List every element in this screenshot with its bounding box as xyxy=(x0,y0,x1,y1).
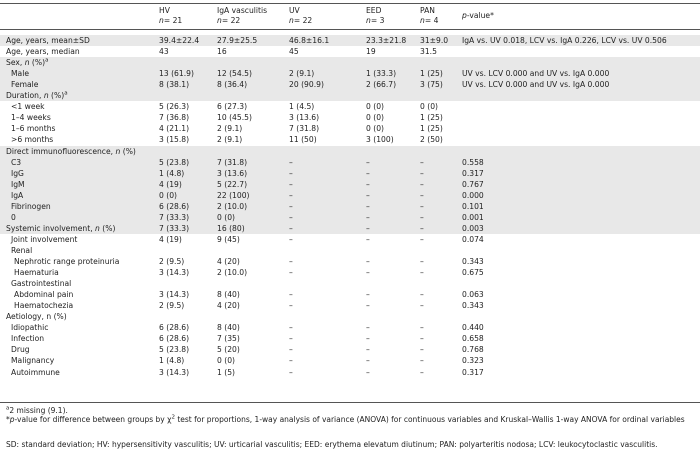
table-row xyxy=(0,256,700,267)
cell-iga: 2 (9.1) xyxy=(217,135,243,145)
row-label: Fibrinogen xyxy=(11,201,51,211)
cell-pan: – xyxy=(420,334,424,344)
cell-uv: 2 (9.1) xyxy=(289,69,315,79)
cell-uv: – xyxy=(289,268,293,278)
cell-hv: 6 (28.6) xyxy=(159,334,190,344)
cell-hv: 4 (21.1) xyxy=(159,124,190,134)
row-label: Nephrotic range proteinuria xyxy=(14,257,120,266)
cell-uv: – xyxy=(289,257,293,266)
row-label: >6 months xyxy=(11,135,54,145)
cell-uv: 7 (31.8) xyxy=(289,124,320,134)
row-label: Infection xyxy=(11,334,45,344)
table-row xyxy=(0,46,700,57)
row-label: C3 xyxy=(11,157,22,167)
cell-pan: – xyxy=(420,301,424,311)
cell-pvalue: 0.317 xyxy=(462,367,484,377)
cell-pan: 0 (0) xyxy=(420,102,439,112)
cell-iga: 12 (54.5) xyxy=(217,69,252,79)
footnote-a: $^a$2 missing (9.1). xyxy=(6,405,68,415)
cell-hv: 3 (15.8) xyxy=(159,135,190,145)
cell-uv: – xyxy=(289,301,293,311)
cell-iga: 7 (35) xyxy=(217,334,240,344)
row-label: Age, years, mean±SD xyxy=(6,36,90,45)
cell-hv: 2 (9.5) xyxy=(159,257,185,266)
header-pvalue: p-value* xyxy=(462,11,494,20)
cell-uv: – xyxy=(289,367,293,377)
cell-iga: 0 (0) xyxy=(217,212,236,222)
cell-eed: – xyxy=(366,157,370,167)
table-row xyxy=(0,68,700,79)
cell-hv: 3 (14.3) xyxy=(159,290,190,300)
cell-eed: 0 (0) xyxy=(366,113,385,123)
table-row xyxy=(0,322,700,333)
cell-uv: 1 (4.5) xyxy=(289,102,315,112)
cell-iga: 16 (80) xyxy=(217,223,245,233)
cell-pvalue: 0.003 xyxy=(462,223,484,233)
table-row xyxy=(0,112,700,123)
table-row xyxy=(0,344,700,355)
cell-pvalue: UV vs. LCV 0.000 and UV vs. IgA 0.000 xyxy=(462,69,610,79)
cell-eed: – xyxy=(366,345,370,355)
cell-pan: – xyxy=(420,257,424,266)
table-row xyxy=(0,168,700,179)
cell-hv: 7 (33.3) xyxy=(159,223,190,233)
cell-uv: – xyxy=(289,190,293,200)
table-row xyxy=(0,157,700,168)
cell-pvalue: 0.767 xyxy=(462,179,484,189)
cell-pan: 2 (50) xyxy=(420,135,443,145)
cell-pan: – xyxy=(420,290,424,300)
cell-pan: – xyxy=(420,345,424,355)
row-heading: Direct immunofluorescence, n (%) xyxy=(6,146,136,156)
cell-hv: 1 (4.8) xyxy=(159,168,185,178)
table-row xyxy=(0,278,700,289)
row-label: Joint involvement xyxy=(11,234,78,244)
row-label: 0 xyxy=(11,212,16,222)
table-row xyxy=(0,101,700,112)
table-row xyxy=(0,311,700,322)
table-row xyxy=(0,146,700,157)
cell-hv: 2 (9.5) xyxy=(159,301,185,311)
cell-pan: 1 (25) xyxy=(420,69,443,79)
top-rule xyxy=(0,3,700,4)
cell-pan: – xyxy=(420,168,424,178)
cell-pvalue: 0.323 xyxy=(462,356,484,366)
table-row xyxy=(0,57,700,68)
bottom-rule xyxy=(0,402,700,403)
table-row xyxy=(0,134,700,145)
cell-uv: – xyxy=(289,290,293,300)
cell-iga: 16 xyxy=(217,47,227,57)
row-label: 1–6 months xyxy=(11,124,56,134)
cell-eed: 23.3±21.8 xyxy=(366,36,407,45)
cell-pvalue: 0.675 xyxy=(462,268,484,278)
cell-iga: 8 (40) xyxy=(217,290,240,300)
cell-pvalue: 0.000 xyxy=(462,190,484,200)
cell-eed: – xyxy=(366,223,370,233)
cell-uv: 20 (90.9) xyxy=(289,80,324,90)
cell-hv: 4 (19) xyxy=(159,234,182,244)
table-header xyxy=(0,5,700,27)
header-eed: EED n= 3 xyxy=(366,6,385,25)
cell-pvalue: 0.074 xyxy=(462,234,484,244)
row-label: Renal xyxy=(11,245,33,255)
row-heading: Duration, n (%)$^a$ xyxy=(6,90,68,101)
header-iga: IgA vasculitis n= 22 xyxy=(217,6,268,25)
row-label: Idiopathic xyxy=(11,323,49,333)
cell-pan: – xyxy=(420,234,424,244)
table-row xyxy=(0,355,700,366)
cell-eed: – xyxy=(366,201,370,211)
cell-pan: – xyxy=(420,179,424,189)
row-label: Haematochezia xyxy=(14,301,74,311)
table-row xyxy=(0,79,700,90)
table-row xyxy=(0,212,700,223)
cell-eed: – xyxy=(366,168,370,178)
row-label: Abdominal pain xyxy=(14,290,74,300)
cell-hv: 6 (28.6) xyxy=(159,201,190,211)
table-row xyxy=(0,333,700,344)
cell-hv: 0 (0) xyxy=(159,190,178,200)
cell-eed: – xyxy=(366,334,370,344)
table-row xyxy=(0,300,700,311)
cell-iga: 22 (100) xyxy=(217,190,250,200)
cell-pan: 1 (25) xyxy=(420,113,443,123)
row-heading: Sex, n (%)$^a$ xyxy=(6,57,49,68)
cell-hv: 5 (23.8) xyxy=(159,157,190,167)
cell-iga: 3 (13.6) xyxy=(217,168,248,178)
cell-iga: 1 (5) xyxy=(217,367,236,377)
cell-eed: 1 (33.3) xyxy=(366,69,397,79)
cell-eed: 0 (0) xyxy=(366,102,385,112)
cell-iga: 2 (10.0) xyxy=(217,201,248,211)
header-pan: PAN n= 4 xyxy=(420,6,439,25)
cell-hv: 39.4±22.4 xyxy=(159,36,200,45)
cell-hv: 6 (28.6) xyxy=(159,323,190,333)
cell-iga: 27.9±25.5 xyxy=(217,36,258,45)
cell-pan: – xyxy=(420,356,424,366)
row-label: Haematuria xyxy=(14,268,59,278)
cell-uv: – xyxy=(289,334,293,344)
cell-pvalue: 0.063 xyxy=(462,290,484,300)
cell-eed: – xyxy=(366,268,370,278)
cell-eed: 2 (66.7) xyxy=(366,80,397,90)
cell-uv: – xyxy=(289,356,293,366)
cell-pvalue: 0.440 xyxy=(462,323,484,333)
cell-eed: 3 (100) xyxy=(366,135,394,145)
footnote-abbreviations: SD: standard deviation; HV: hypersensitivity vasculitis; UV: urticarial vasculitis; EED: erythema elevatum diutinum; PAN: polyarteritis nodosa; LCV: leukocytoclastic vasculitis. xyxy=(6,440,658,449)
cell-eed: – xyxy=(366,367,370,377)
header-rule xyxy=(0,29,700,30)
cell-eed: 19 xyxy=(366,47,376,57)
cell-eed: – xyxy=(366,212,370,222)
table-row xyxy=(0,179,700,190)
cell-hv: 1 (4.8) xyxy=(159,356,185,366)
cell-uv: – xyxy=(289,234,293,244)
cell-iga: 2 (9.1) xyxy=(217,124,243,134)
cell-pan: – xyxy=(420,201,424,211)
cell-uv: 45 xyxy=(289,47,299,57)
table-row xyxy=(0,35,700,46)
row-heading: Aetiology, n (%) xyxy=(6,312,67,322)
cell-pan: – xyxy=(420,212,424,222)
cell-uv: – xyxy=(289,323,293,333)
cell-pan: – xyxy=(420,268,424,278)
cell-hv: 13 (61.9) xyxy=(159,69,194,79)
cell-eed: – xyxy=(366,234,370,244)
cell-uv: – xyxy=(289,168,293,178)
cell-uv: 3 (13.6) xyxy=(289,113,320,123)
cell-iga: 9 (45) xyxy=(217,234,240,244)
row-label: Female xyxy=(11,80,39,90)
cell-pan: – xyxy=(420,323,424,333)
cell-pan: 31.5 xyxy=(420,47,437,57)
cell-eed: – xyxy=(366,290,370,300)
cell-uv: – xyxy=(289,212,293,222)
table-row xyxy=(0,234,700,245)
table-row xyxy=(0,123,700,134)
cell-hv: 7 (36.8) xyxy=(159,113,190,123)
cell-eed: – xyxy=(366,190,370,200)
cell-pvalue: 0.343 xyxy=(462,301,484,311)
cell-uv: – xyxy=(289,179,293,189)
cell-pvalue: 0.768 xyxy=(462,345,484,355)
cell-iga: 8 (36.4) xyxy=(217,80,248,90)
cell-hv: 3 (14.3) xyxy=(159,268,190,278)
cell-pan: 3 (75) xyxy=(420,80,443,90)
row-label: IgM xyxy=(11,179,25,189)
cell-uv: 46.8±16.1 xyxy=(289,36,330,45)
table-row xyxy=(0,289,700,300)
cell-hv: 3 (14.3) xyxy=(159,367,190,377)
cell-iga: 5 (20) xyxy=(217,345,240,355)
row-label: 1–4 weeks xyxy=(11,113,51,123)
cell-iga: 5 (22.7) xyxy=(217,179,248,189)
row-label: Malignancy xyxy=(11,356,55,366)
row-label: <1 week xyxy=(11,102,45,112)
cell-hv: 4 (19) xyxy=(159,179,182,189)
cell-iga: 4 (20) xyxy=(217,257,240,266)
cell-iga: 2 (10.0) xyxy=(217,268,248,278)
cell-uv: – xyxy=(289,345,293,355)
table-row xyxy=(0,245,700,256)
table-row xyxy=(0,190,700,201)
table-row xyxy=(0,90,700,101)
row-label: IgA xyxy=(11,190,24,200)
cell-pan: 1 (25) xyxy=(420,124,443,134)
header-uv: UV n= 22 xyxy=(289,6,313,25)
cell-hv: 7 (33.3) xyxy=(159,212,190,222)
cell-eed: – xyxy=(366,257,370,266)
cell-pan: – xyxy=(420,367,424,377)
row-label: Gastrointestinal xyxy=(11,279,72,289)
table-row xyxy=(0,201,700,212)
row-label: Male xyxy=(11,69,29,79)
cell-uv: – xyxy=(289,157,293,167)
cell-iga: 6 (27.3) xyxy=(217,102,248,112)
footnote-star: *p-value for difference between groups by $\chi^2$ test for proportions, 1-way analysis of variance (ANOVA) for continuous variables and Kruskal–Wallis 1-way ANOVA for ordinal variables xyxy=(6,414,685,424)
cell-pvalue: 0.001 xyxy=(462,212,484,222)
cell-iga: 0 (0) xyxy=(217,356,236,366)
cell-hv: 5 (26.3) xyxy=(159,102,190,112)
cell-pvalue: IgA vs. UV 0.018, LCV vs. IgA 0.226, LCV vs. UV 0.506 xyxy=(462,36,667,45)
cell-pvalue: 0.658 xyxy=(462,334,484,344)
cell-eed: – xyxy=(366,323,370,333)
cell-iga: 7 (31.8) xyxy=(217,157,248,167)
cell-pan: 31±9.0 xyxy=(420,36,449,45)
row-label: Drug xyxy=(11,345,30,355)
cell-eed: – xyxy=(366,179,370,189)
cell-hv: 8 (38.1) xyxy=(159,80,190,90)
table-row xyxy=(0,367,700,378)
table-row xyxy=(0,223,700,234)
cell-eed: – xyxy=(366,356,370,366)
row-label: Age, years, median xyxy=(6,47,80,57)
row-label: IgG xyxy=(11,168,24,178)
cell-iga: 8 (40) xyxy=(217,323,240,333)
cell-hv: 43 xyxy=(159,47,169,57)
cell-eed: – xyxy=(366,301,370,311)
cell-uv: 11 (50) xyxy=(289,135,317,145)
cell-pan: – xyxy=(420,190,424,200)
cell-eed: 0 (0) xyxy=(366,124,385,134)
cell-pan: – xyxy=(420,157,424,167)
cell-pvalue: 0.343 xyxy=(462,257,484,266)
header-hv: HV n= 21 xyxy=(159,6,183,25)
cell-pvalue: 0.558 xyxy=(462,157,484,167)
cell-pvalue: UV vs. LCV 0.000 and UV vs. IgA 0.000 xyxy=(462,80,610,90)
table-row xyxy=(0,267,700,278)
cell-iga: 4 (20) xyxy=(217,301,240,311)
cell-hv: 5 (23.8) xyxy=(159,345,190,355)
cell-pvalue: 0.101 xyxy=(462,201,484,211)
cell-uv: – xyxy=(289,223,293,233)
cell-iga: 10 (45.5) xyxy=(217,113,252,123)
cell-uv: – xyxy=(289,201,293,211)
row-label: Autoimmune xyxy=(11,367,60,377)
cell-pvalue: 0.317 xyxy=(462,168,484,178)
cell-pan: – xyxy=(420,223,424,233)
row-heading: Systemic involvement, n (%) xyxy=(6,223,116,233)
